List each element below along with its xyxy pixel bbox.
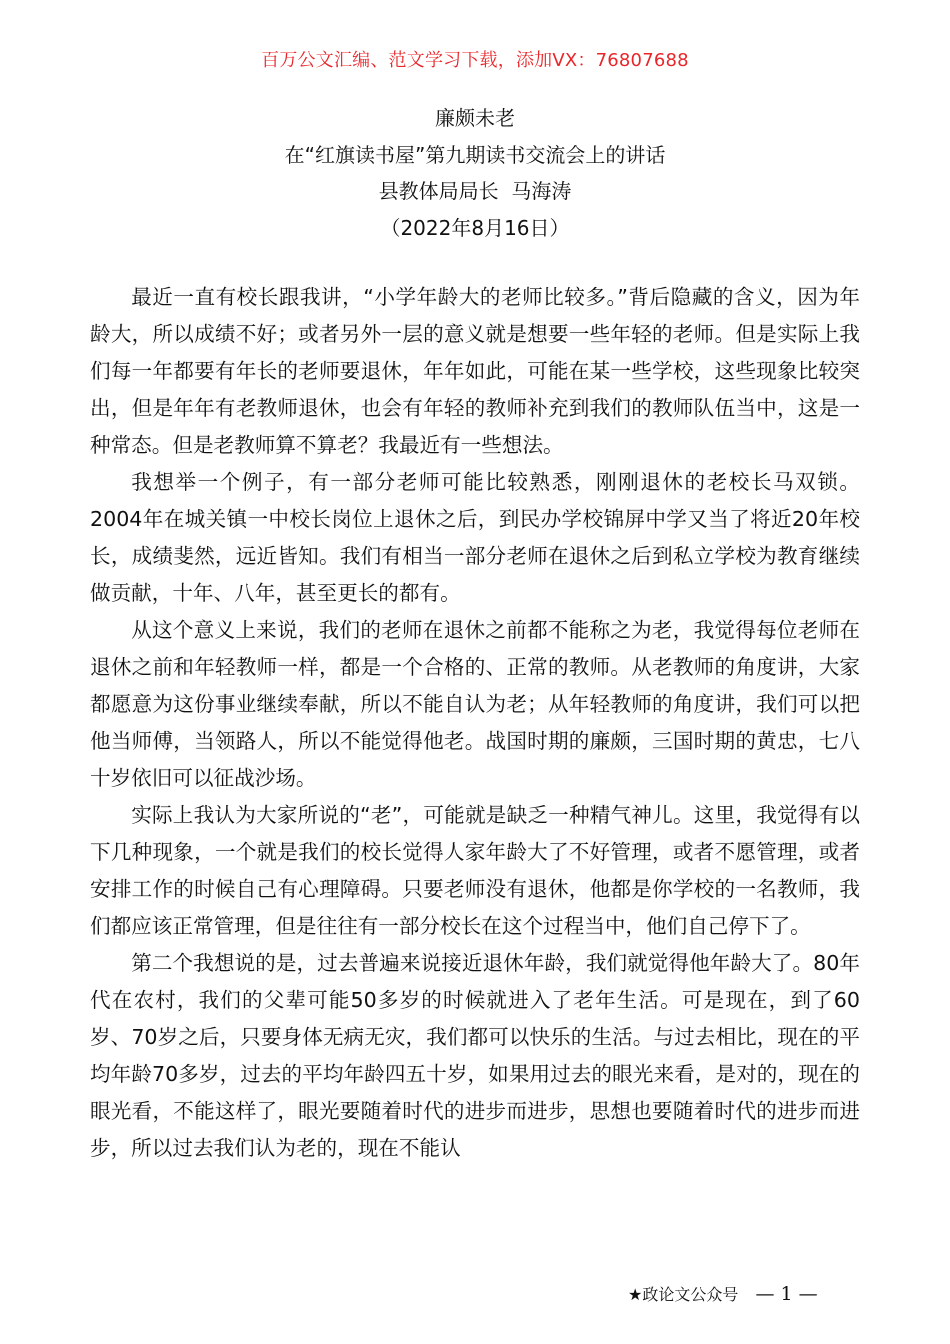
footer-source: ★政论文公众号 <box>628 1285 739 1304</box>
paragraph: 从这个意义上来说，我们的老师在退休之前都不能称之为老，我觉得每位老师在退休之前和年轻教师一样，都是一个合格的、正常的教师。从老教师的角度讲，大家都愿意为这份事业继续奉献，所以不能自认为老；从年轻教师的角度讲，我们可以把他当师傅，当领路人，所以不能觉得他老。战国时期的廉颇，三国时期的黄忠，七八十岁依旧可以征战沙场。 <box>90 618 860 790</box>
paragraph: 实际上我认为大家所说的“老”，可能就是缺乏一种精气神儿。这里，我觉得有以下几种现象，一个就是我们的校长觉得人家年龄大了不好管理，或者不愿管理，或者安排工作的时候自己有心理障碍。只要老师没有退休，他都是你学校的一名教师，我们都应该正常管理，但是往往有一部分校长在这个过程当中，他们自己停下了。 <box>90 803 860 938</box>
document-subtitle: 在“红旗读书屋”第九期读书交流会上的讲话 <box>284 142 666 167</box>
page-footer <box>628 1282 818 1305</box>
page-number: — 1 — <box>755 1283 818 1305</box>
document-title: 廉颇未老 <box>435 106 515 130</box>
paragraph: 最近一直有校长跟我讲，“小学年龄大的老师比较多。”背后隐藏的含义，因为年龄大，所以成绩不好；或者另外一层的意义就是想要一些年轻的老师。但是实际上我们每一年都要有年长的老师要退休，年年如此，可能在某一些学校，这些现象比较突出，但是年年有老教师退休，也会有年轻的教师补充到我们的教师队伍当中，这是一种常态。但是老教师算不算老？我最近有一些想法。 <box>90 285 860 457</box>
document-body <box>90 279 860 1167</box>
paragraph: 我想举一个例子，有一部分老师可能比较熟悉，刚刚退休的老校长马双锁。2004年在城关镇一中校长岗位上退休之后，到民办学校锦屏中学又当了将近20年校长，成绩斐然，远近皆知。我们有相当一部分老师在退休之后到私立学校为教育继续做贡献，十年、八年，甚至更长的都有。 <box>90 470 860 605</box>
watermark-banner: 百万公文汇编、范文学习下载，添加VX：76807688 <box>261 50 689 71</box>
speech-date: （2022年8月16日） <box>380 215 570 240</box>
paragraph: 第二个我想说的是，过去普遍来说接近退休年龄，我们就觉得他年龄大了。80年代在农村，我们的父辈可能50多岁的时候就进入了老年生活。可是现在，到了60岁、70岁之后，只要身体无病无灾，我们都可以快乐的生活。与过去相比，现在的平均年龄70多岁，过去的平均年龄四五十岁，如果用过去的眼光来看，是对的，现在的眼光看，不能这样了，眼光要随着时代的进步而进步，思想也要随着时代的进步而进步，所以过去我们认为老的，现在不能认 <box>90 951 860 1160</box>
document-header <box>0 100 950 246</box>
speaker-line: 县教体局局长 马海涛 <box>378 179 572 203</box>
